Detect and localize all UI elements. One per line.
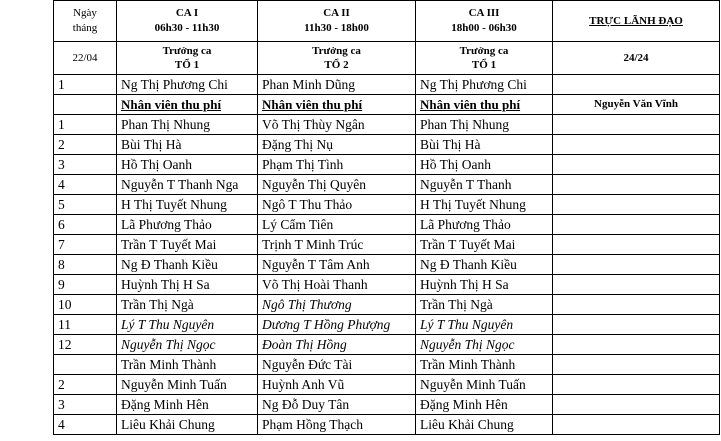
shift-1-staff: Hồ Thị Oanh [117, 155, 258, 175]
leadership-empty-cell [553, 175, 720, 195]
shift-2-staff: Ngô T Thu Thảo [258, 195, 416, 215]
shift-3-staff: Huỳnh Thị H Sa [416, 275, 553, 295]
team-row [54, 42, 720, 75]
date-cell: 22/04 [54, 42, 117, 75]
table-row [54, 395, 720, 415]
shift-1-staff: Phan Thị Nhung [117, 115, 258, 135]
shift-2-staff: Võ Thị Hoài Thanh [258, 275, 416, 295]
shift-1-staff: Huỳnh Thị H Sa [117, 275, 258, 295]
shift-1-supervisor: Ng Thị Phương Chi [117, 75, 258, 95]
duty-leader-name: Nguyễn Văn Vĩnh [553, 95, 720, 115]
row-number: 10 [54, 295, 117, 315]
shift-2-staff: Ng Đỗ Duy Tân [258, 395, 416, 415]
shift-1-staff: Lý T Thu Nguyên [117, 315, 258, 335]
shift-3-staff: Lã Phương Thảo [416, 215, 553, 235]
shift-2-staff: Nguyễn Đức Tài [258, 355, 416, 375]
shift-3-staff: Trần T Tuyết Mai [416, 235, 553, 255]
shift-2-supervisor: Phan Minh Dũng [258, 75, 416, 95]
shift-1-staff: Bùi Thị Hà [117, 135, 258, 155]
row-number: 1 [54, 115, 117, 135]
shift-3-staff: Bùi Thị Hà [416, 135, 553, 155]
shift-2-staff: Lý Cẩm Tiên [258, 215, 416, 235]
leadership-empty-cell [553, 115, 720, 135]
shift-1-staff: Ng Đ Thanh Kiều [117, 255, 258, 275]
table-row [54, 235, 720, 255]
shift-3-staff: H Thị Tuyết Nhung [416, 195, 553, 215]
row-number: 7 [54, 235, 117, 255]
shift-1-staff: Nguyễn T Thanh Nga [117, 175, 258, 195]
table-row [54, 195, 720, 215]
leadership-empty-cell [553, 275, 720, 295]
table-row [54, 135, 720, 155]
row-number: 3 [54, 395, 117, 415]
shift-2-staff: Nguyễn Thị Quyên [258, 175, 416, 195]
row-number: 4 [54, 415, 117, 435]
header-row [54, 1, 720, 42]
row-number: 12 [54, 335, 117, 355]
table-row [54, 175, 720, 195]
leadership-empty-cell [553, 195, 720, 215]
leadership-empty-cell [553, 355, 720, 375]
row-number: 8 [54, 255, 117, 275]
table-row [54, 115, 720, 135]
staff-rows [54, 115, 720, 435]
shift-1-team: Trưởng ca TỔ 1 [117, 42, 258, 75]
shift-1-staff: Trần T Tuyết Mai [117, 235, 258, 255]
shift-2-staff: Võ Thị Thùy Ngân [258, 115, 416, 135]
leadership-empty-cell [553, 395, 720, 415]
shift-1-staff: Nguyễn Thị Ngọc [117, 335, 258, 355]
staff-label-row [54, 95, 720, 115]
shift-1-staff: Trần Thị Ngà [117, 295, 258, 315]
shift-3-staff: Nguyễn T Thanh [416, 175, 553, 195]
date-column-header: Ngày tháng [54, 1, 117, 42]
table-row [54, 375, 720, 395]
row-number: 6 [54, 215, 117, 235]
shift-3-staff: Nguyễn Minh Tuấn [416, 375, 553, 395]
shift-3-staff: Lý T Thu Nguyên [416, 315, 553, 335]
leadership-empty-cell [553, 415, 720, 435]
shift-2-staff: Dương T Hồng Phượng [258, 315, 416, 335]
row-number: 2 [54, 375, 117, 395]
row-number [54, 355, 117, 375]
shift-3-staff: Hồ Thị Oanh [416, 155, 553, 175]
shift-1-staff: Liêu Khải Chung [117, 415, 258, 435]
table-row [54, 355, 720, 375]
shift-1-staff: Lã Phương Thảo [117, 215, 258, 235]
shift-1-staff: Nguyễn Minh Tuấn [117, 375, 258, 395]
leadership-empty-cell [553, 375, 720, 395]
shift-3-header: CA III 18h00 - 06h30 [416, 1, 553, 42]
supervisor-row [54, 75, 720, 95]
shift-1-staff-label: Nhân viên thu phí [117, 95, 258, 115]
shift-2-staff: Phạm Thị Tình [258, 155, 416, 175]
leadership-empty-cell [553, 155, 720, 175]
shift-2-staff: Huỳnh Anh Vũ [258, 375, 416, 395]
leadership-empty-cell [553, 315, 720, 335]
shift-2-header: CA II 11h30 - 18h00 [258, 1, 416, 42]
shift-2-staff: Đặng Thị Nụ [258, 135, 416, 155]
leadership-empty-cell [553, 135, 720, 155]
shift-3-staff: Liêu Khải Chung [416, 415, 553, 435]
shift-3-staff-label: Nhân viên thu phí [416, 95, 553, 115]
row-number: 2 [54, 135, 117, 155]
leadership-empty-cell [553, 295, 720, 315]
row-number: 9 [54, 275, 117, 295]
shift-3-staff: Đặng Minh Hên [416, 395, 553, 415]
table-row [54, 155, 720, 175]
shift-2-staff: Nguyễn T Tâm Anh [258, 255, 416, 275]
leadership-header: TRỰC LÃNH ĐẠO [553, 1, 720, 42]
shift-3-staff: Trần Minh Thành [416, 355, 553, 375]
shift-3-supervisor: Ng Thị Phương Chi [416, 75, 553, 95]
shift-1-staff: Trần Minh Thành [117, 355, 258, 375]
shift-3-staff: Nguyễn Thị Ngọc [416, 335, 553, 355]
table-row [54, 415, 720, 435]
shift-2-team: Trưởng ca TỔ 2 [258, 42, 416, 75]
shift-3-team: Trưởng ca TỔ 1 [416, 42, 553, 75]
table-row [54, 215, 720, 235]
table-row [54, 335, 720, 355]
table-row [54, 295, 720, 315]
table-row [54, 275, 720, 295]
leadership-empty-cell [553, 235, 720, 255]
shift-1-staff: Đặng Minh Hên [117, 395, 258, 415]
shift-1-header: CA I 06h30 - 11h30 [117, 1, 258, 42]
table-row [54, 255, 720, 275]
shift-1-staff: H Thị Tuyết Nhung [117, 195, 258, 215]
shift-2-staff: Ngô Thị Thương [258, 295, 416, 315]
shift-2-staff: Đoàn Thị Hồng [258, 335, 416, 355]
row-number: 5 [54, 195, 117, 215]
leadership-slot: 24/24 [553, 42, 720, 75]
shift-3-staff: Trần Thị Ngà [416, 295, 553, 315]
row-number: 11 [54, 315, 117, 335]
row-number: 3 [54, 155, 117, 175]
row-number: 4 [54, 175, 117, 195]
shift-2-staff: Trịnh T Minh Trúc [258, 235, 416, 255]
leadership-empty-cell [553, 335, 720, 355]
empty-cell [54, 95, 117, 115]
shift-3-staff: Phan Thị Nhung [416, 115, 553, 135]
row-number: 1 [54, 75, 117, 95]
leadership-empty-cell [553, 255, 720, 275]
leadership-empty-cell [553, 75, 720, 95]
shift-2-staff: Phạm Hồng Thạch [258, 415, 416, 435]
shift-3-staff: Ng Đ Thanh Kiều [416, 255, 553, 275]
table-row [54, 315, 720, 335]
shift-schedule-table [53, 0, 720, 435]
shift-2-staff-label: Nhân viên thu phí [258, 95, 416, 115]
leadership-empty-cell [553, 215, 720, 235]
